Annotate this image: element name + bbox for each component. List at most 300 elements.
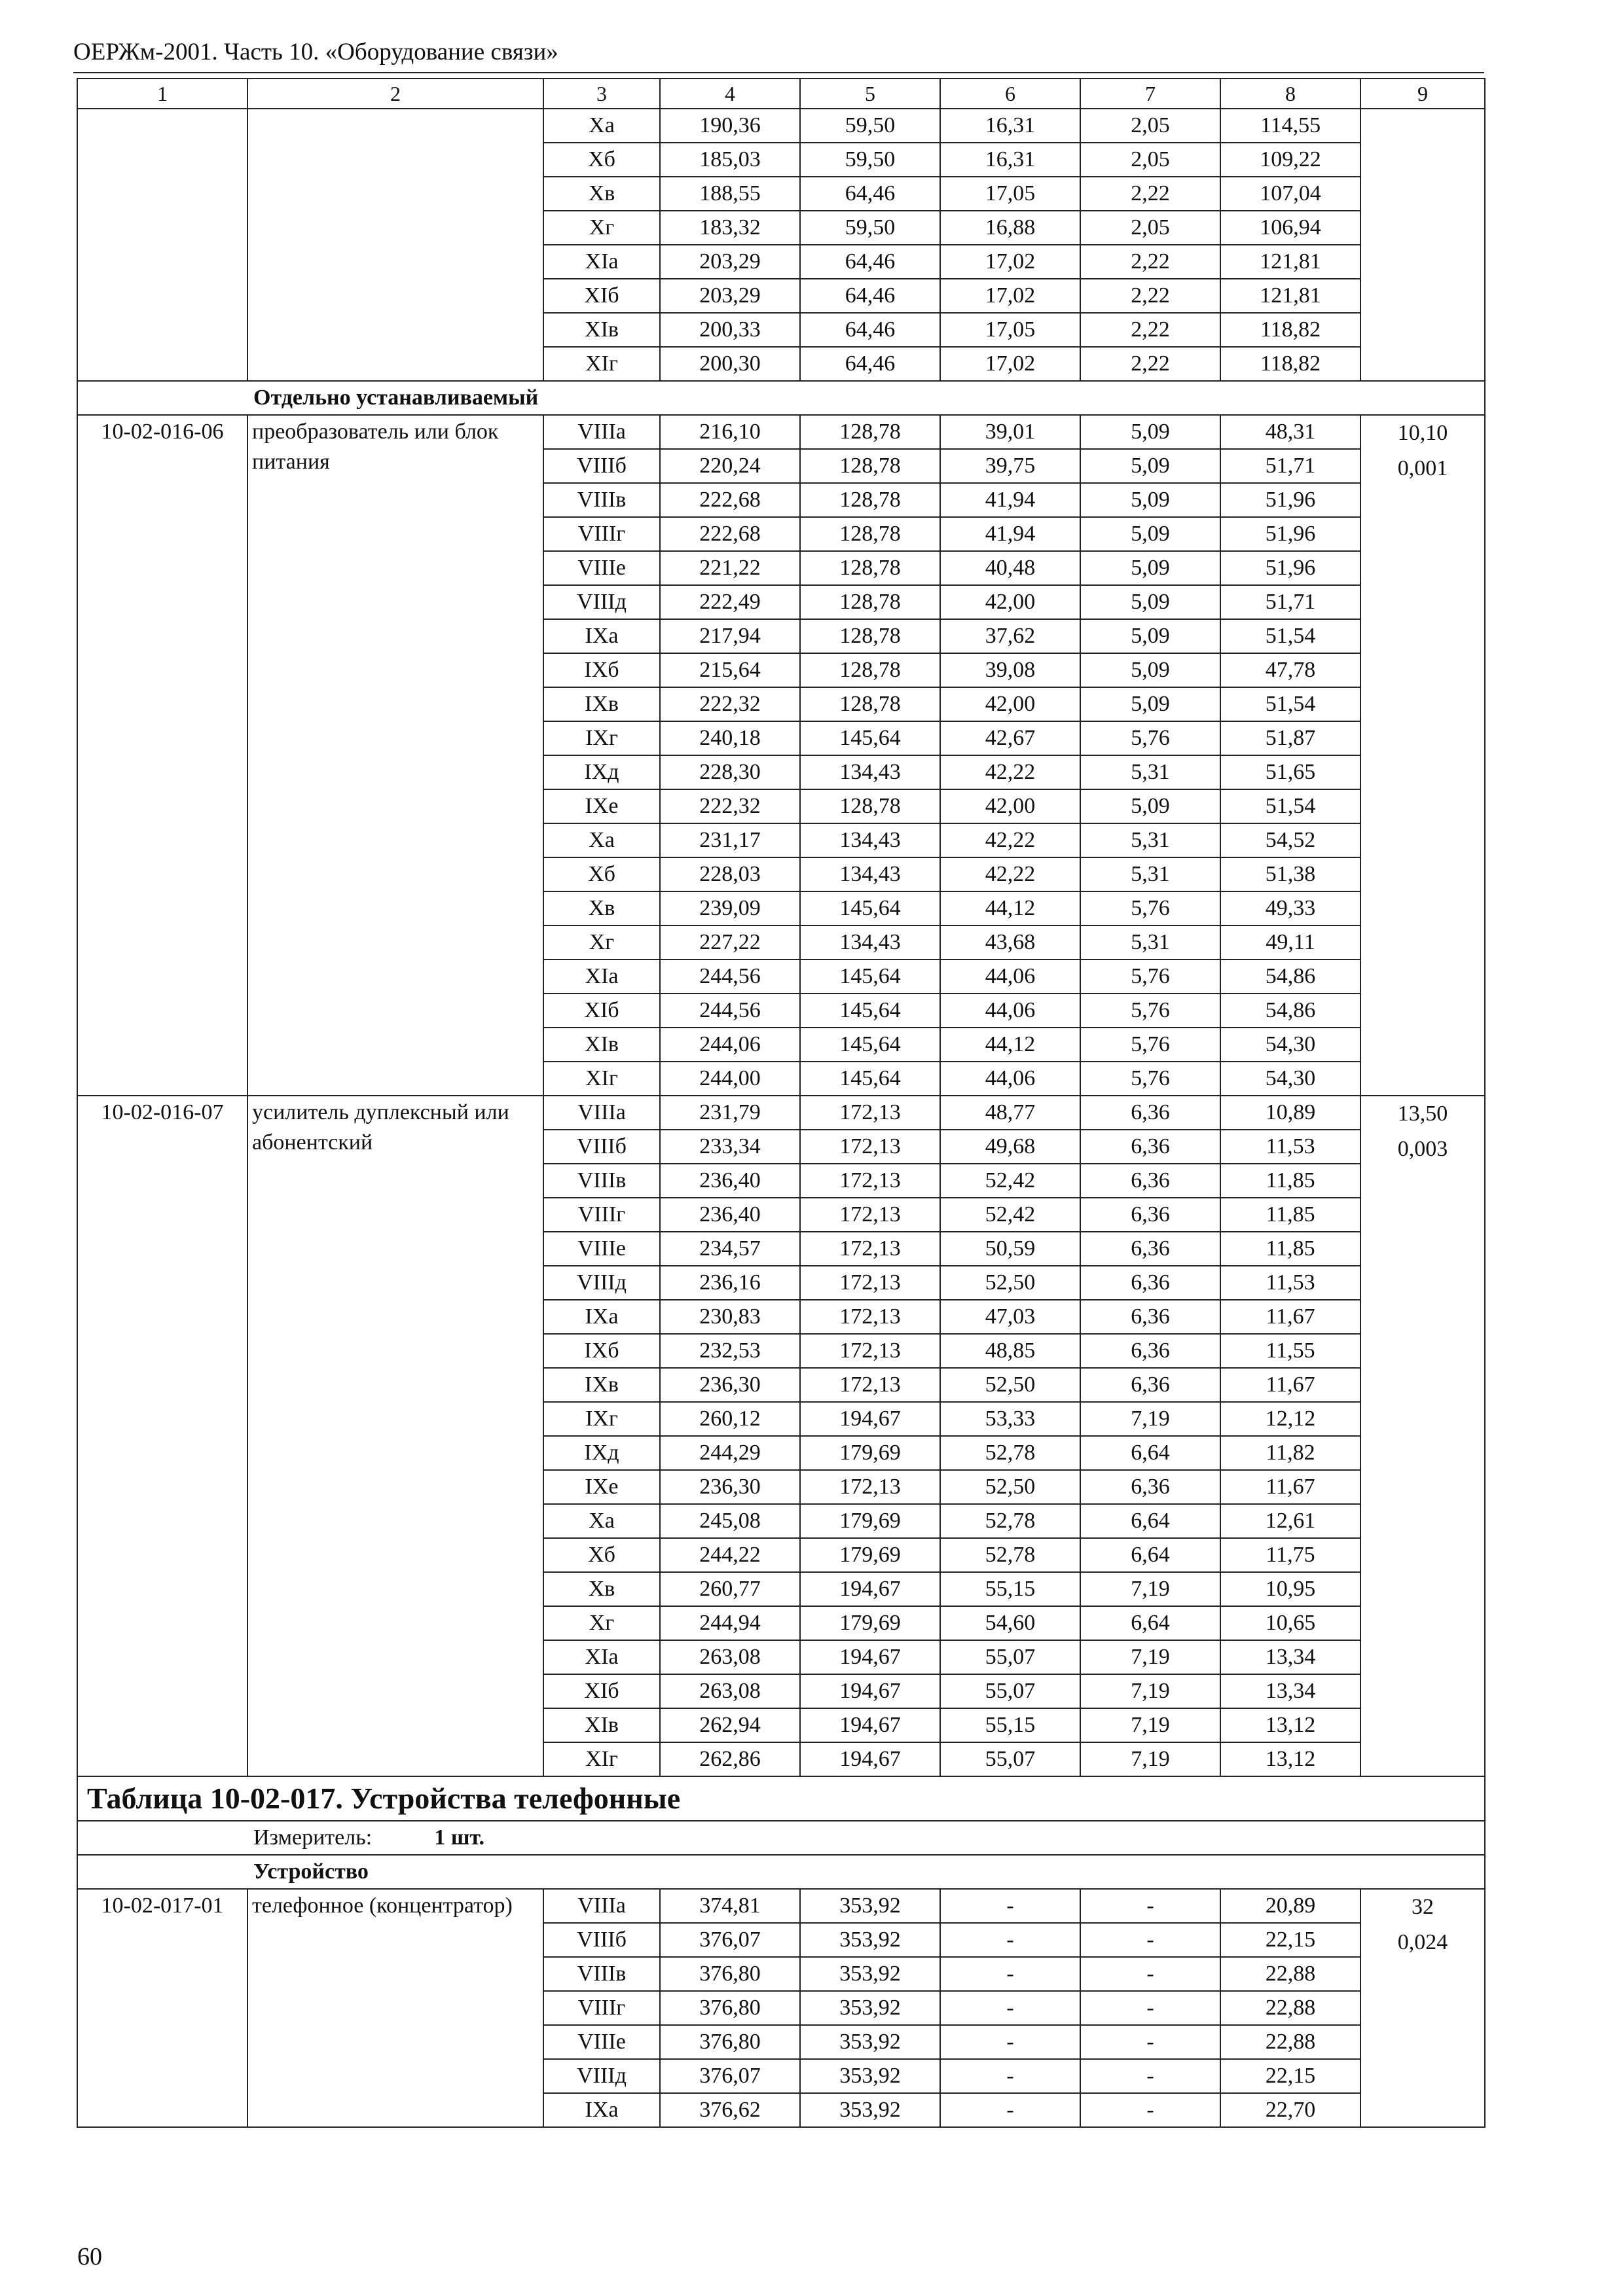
value-cell: 7,19 <box>1080 1708 1220 1742</box>
value-cell: 16,88 <box>940 211 1080 245</box>
value-cell: 7,19 <box>1080 1402 1220 1436</box>
value-cell: 6,36 <box>1080 1300 1220 1334</box>
col9-value: 10,10 <box>1397 421 1448 445</box>
value-cell: 172,13 <box>800 1232 940 1266</box>
value-cell: 42,00 <box>940 585 1080 619</box>
value-cell: 64,46 <box>800 245 940 279</box>
value-cell: 6,64 <box>1080 1436 1220 1470</box>
value-cell: 179,69 <box>800 1606 940 1640</box>
value-cell: - <box>940 1889 1080 1923</box>
value-cell: 260,12 <box>660 1402 800 1436</box>
value-cell: 51,71 <box>1220 449 1360 483</box>
value-cell: 2,05 <box>1080 211 1220 245</box>
value-cell: 49,11 <box>1220 925 1360 960</box>
zone-cell: XIб <box>543 279 660 313</box>
value-cell: 231,17 <box>660 823 800 857</box>
value-cell: 11,85 <box>1220 1198 1360 1232</box>
value-cell: 194,67 <box>800 1572 940 1606</box>
column-number: 8 <box>1220 79 1360 109</box>
value-cell: 5,76 <box>1080 721 1220 755</box>
value-cell: 6,36 <box>1080 1232 1220 1266</box>
value-cell: 5,31 <box>1080 823 1220 857</box>
value-cell: 55,15 <box>940 1572 1080 1606</box>
value-cell: 37,62 <box>940 619 1080 653</box>
value-cell: 128,78 <box>800 517 940 551</box>
value-cell: 236,16 <box>660 1266 800 1300</box>
value-cell: 13,12 <box>1220 1708 1360 1742</box>
table-row <box>77 1096 1485 1130</box>
value-cell: 244,00 <box>660 1062 800 1096</box>
value-cell: 11,85 <box>1220 1164 1360 1198</box>
value-cell: 376,07 <box>660 2059 800 2093</box>
value-cell: 5,09 <box>1080 789 1220 823</box>
value-cell: 134,43 <box>800 857 940 891</box>
table-title-text: Таблица 10-02-017. Устройства телефонные <box>77 1776 1485 1821</box>
value-cell: 128,78 <box>800 653 940 687</box>
zone-cell: VIIIд <box>543 585 660 619</box>
value-cell: 236,30 <box>660 1368 800 1402</box>
value-cell: 128,78 <box>800 449 940 483</box>
value-cell: 128,78 <box>800 483 940 517</box>
column-number: 7 <box>1080 79 1220 109</box>
value-cell: 228,30 <box>660 755 800 789</box>
value-cell: 22,70 <box>1220 2093 1360 2127</box>
col9-value: 0,024 <box>1397 1930 1448 1954</box>
value-cell: 40,48 <box>940 551 1080 585</box>
value-cell: 48,77 <box>940 1096 1080 1130</box>
value-cell: 10,65 <box>1220 1606 1360 1640</box>
work-name: усилитель дуплексный или абонентский <box>247 1096 543 1776</box>
zone-cell: IXа <box>543 2093 660 2127</box>
value-cell: 39,08 <box>940 653 1080 687</box>
value-cell: - <box>1080 2093 1220 2127</box>
value-cell: 51,96 <box>1220 483 1360 517</box>
value-cell: 44,12 <box>940 891 1080 925</box>
table-row <box>77 1889 1485 1923</box>
value-cell: 2,22 <box>1080 279 1220 313</box>
value-cell: 22,15 <box>1220 2059 1360 2093</box>
value-cell: - <box>1080 2025 1220 2059</box>
value-cell: 236,40 <box>660 1164 800 1198</box>
value-cell: 194,67 <box>800 1640 940 1674</box>
value-cell: 118,82 <box>1220 313 1360 347</box>
value-cell: 244,56 <box>660 994 800 1028</box>
value-cell: 51,65 <box>1220 755 1360 789</box>
value-cell: 128,78 <box>800 415 940 449</box>
value-cell: 240,18 <box>660 721 800 755</box>
zone-cell: XIб <box>543 1674 660 1708</box>
value-cell: 172,13 <box>800 1470 940 1504</box>
value-cell: 5,76 <box>1080 960 1220 994</box>
value-cell: 13,34 <box>1220 1674 1360 1708</box>
value-cell: 49,33 <box>1220 891 1360 925</box>
zone-cell: XIв <box>543 313 660 347</box>
value-cell: 179,69 <box>800 1436 940 1470</box>
value-cell: 42,00 <box>940 789 1080 823</box>
rate-code: 10-02-016-06 <box>77 415 247 1096</box>
value-cell: - <box>1080 1923 1220 1957</box>
value-cell: 236,40 <box>660 1198 800 1232</box>
value-cell: 145,64 <box>800 891 940 925</box>
value-cell: 5,09 <box>1080 619 1220 653</box>
column-number: 4 <box>660 79 800 109</box>
value-cell: 5,31 <box>1080 857 1220 891</box>
value-cell: 231,79 <box>660 1096 800 1130</box>
value-cell: 53,33 <box>940 1402 1080 1436</box>
value-cell: 39,01 <box>940 415 1080 449</box>
section-heading <box>77 381 1485 415</box>
value-cell: 22,88 <box>1220 1991 1360 2025</box>
value-cell: 244,56 <box>660 960 800 994</box>
value-cell: 55,07 <box>940 1640 1080 1674</box>
value-cell: 5,31 <box>1080 755 1220 789</box>
value-cell: 17,02 <box>940 245 1080 279</box>
zone-cell: Xв <box>543 1572 660 1606</box>
value-cell: 41,94 <box>940 517 1080 551</box>
value-cell: 5,09 <box>1080 517 1220 551</box>
value-cell: 42,22 <box>940 823 1080 857</box>
zone-cell: VIIIд <box>543 1266 660 1300</box>
value-cell: 2,05 <box>1080 143 1220 177</box>
zone-cell: IXг <box>543 1402 660 1436</box>
value-cell: 128,78 <box>800 789 940 823</box>
value-cell: 5,09 <box>1080 483 1220 517</box>
zone-cell: XIв <box>543 1028 660 1062</box>
value-cell: 128,78 <box>800 585 940 619</box>
value-cell: 22,88 <box>1220 2025 1360 2059</box>
value-cell: 245,08 <box>660 1504 800 1538</box>
column-number: 9 <box>1360 79 1485 109</box>
value-cell: 179,69 <box>800 1504 940 1538</box>
zone-cell: Xг <box>543 925 660 960</box>
zone-cell: XIа <box>543 245 660 279</box>
value-cell: 49,68 <box>940 1130 1080 1164</box>
col9-cell <box>1360 1889 1485 2127</box>
value-cell: 51,71 <box>1220 585 1360 619</box>
value-cell: 145,64 <box>800 994 940 1028</box>
zone-cell: Xг <box>543 211 660 245</box>
value-cell: 172,13 <box>800 1130 940 1164</box>
zone-cell: Xг <box>543 1606 660 1640</box>
zone-cell: VIIIа <box>543 1096 660 1130</box>
zone-cell: VIIIб <box>543 449 660 483</box>
value-cell: 200,33 <box>660 313 800 347</box>
value-cell: 5,09 <box>1080 653 1220 687</box>
value-cell: 12,61 <box>1220 1504 1360 1538</box>
value-cell: 64,46 <box>800 347 940 381</box>
value-cell: 5,09 <box>1080 449 1220 483</box>
value-cell: 42,22 <box>940 857 1080 891</box>
value-cell: 190,36 <box>660 109 800 143</box>
zone-cell: Xв <box>543 891 660 925</box>
zone-cell: Xв <box>543 177 660 211</box>
zone-cell: VIIIг <box>543 1198 660 1232</box>
value-cell: 221,22 <box>660 551 800 585</box>
value-cell: 172,13 <box>800 1334 940 1368</box>
value-cell: - <box>940 1923 1080 1957</box>
zone-cell: VIIIб <box>543 1130 660 1164</box>
value-cell: 17,02 <box>940 279 1080 313</box>
value-cell: 233,34 <box>660 1130 800 1164</box>
value-cell: 11,67 <box>1220 1300 1360 1334</box>
value-cell: 51,96 <box>1220 517 1360 551</box>
name-cell <box>247 109 543 381</box>
rate-code: 10-02-017-01 <box>77 1889 247 2127</box>
zone-cell: Xа <box>543 823 660 857</box>
zone-cell: Xб <box>543 1538 660 1572</box>
value-cell: 17,02 <box>940 347 1080 381</box>
zone-cell: IXа <box>543 619 660 653</box>
col9-value: 32 <box>1412 1895 1434 1919</box>
value-cell: 52,50 <box>940 1368 1080 1402</box>
value-cell: 2,22 <box>1080 313 1220 347</box>
value-cell: 55,07 <box>940 1742 1080 1776</box>
value-cell: 215,64 <box>660 653 800 687</box>
value-cell: 172,13 <box>800 1266 940 1300</box>
value-cell: 5,76 <box>1080 994 1220 1028</box>
value-cell: 121,81 <box>1220 279 1360 313</box>
value-cell: 5,76 <box>1080 1062 1220 1096</box>
running-header: ОЕРЖм-2001. Часть 10. «Оборудование связи» <box>73 39 558 65</box>
zone-cell: VIIIг <box>543 517 660 551</box>
col9-cell <box>1360 1096 1485 1776</box>
value-cell: 54,60 <box>940 1606 1080 1640</box>
value-cell: 145,64 <box>800 1062 940 1096</box>
value-cell: 42,67 <box>940 721 1080 755</box>
work-name: преобразователь или блок питания <box>247 415 543 1096</box>
zone-cell: VIIIд <box>543 2059 660 2093</box>
col9-value: 0,003 <box>1397 1137 1448 1161</box>
value-cell: 11,53 <box>1220 1130 1360 1164</box>
value-cell: 44,06 <box>940 960 1080 994</box>
value-cell: 7,19 <box>1080 1674 1220 1708</box>
value-cell: 51,38 <box>1220 857 1360 891</box>
zone-cell: XIв <box>543 1708 660 1742</box>
value-cell: - <box>940 1957 1080 1991</box>
zone-cell: VIIIа <box>543 1889 660 1923</box>
value-cell: 118,82 <box>1220 347 1360 381</box>
value-cell: 11,82 <box>1220 1436 1360 1470</box>
value-cell: 51,54 <box>1220 619 1360 653</box>
value-cell: 262,86 <box>660 1742 800 1776</box>
header-rule <box>73 72 1484 73</box>
zone-cell: Xа <box>543 1504 660 1538</box>
value-cell: 353,92 <box>800 2059 940 2093</box>
rate-code: 10-02-016-07 <box>77 1096 247 1776</box>
value-cell: 44,06 <box>940 1062 1080 1096</box>
value-cell: 54,52 <box>1220 823 1360 857</box>
value-cell: 2,22 <box>1080 177 1220 211</box>
column-number: 6 <box>940 79 1080 109</box>
zone-cell: IXб <box>543 653 660 687</box>
value-cell: 236,30 <box>660 1470 800 1504</box>
value-cell: 51,54 <box>1220 687 1360 721</box>
value-cell: 260,77 <box>660 1572 800 1606</box>
value-cell: 227,22 <box>660 925 800 960</box>
value-cell: 16,31 <box>940 109 1080 143</box>
value-cell: 7,19 <box>1080 1742 1220 1776</box>
value-cell: 128,78 <box>800 687 940 721</box>
value-cell: 11,55 <box>1220 1334 1360 1368</box>
zone-cell: IXб <box>543 1334 660 1368</box>
value-cell: 48,85 <box>940 1334 1080 1368</box>
value-cell: 7,19 <box>1080 1640 1220 1674</box>
value-cell: 11,67 <box>1220 1470 1360 1504</box>
rates-table <box>77 78 1486 2128</box>
zone-cell: XIа <box>543 960 660 994</box>
value-cell: 172,13 <box>800 1300 940 1334</box>
value-cell: 200,30 <box>660 347 800 381</box>
value-cell: 11,75 <box>1220 1538 1360 1572</box>
value-cell: 64,46 <box>800 313 940 347</box>
value-cell: 263,08 <box>660 1674 800 1708</box>
value-cell: 353,92 <box>800 1923 940 1957</box>
value-cell: 12,12 <box>1220 1402 1360 1436</box>
value-cell: 172,13 <box>800 1368 940 1402</box>
value-cell: 134,43 <box>800 925 940 960</box>
value-cell: 145,64 <box>800 1028 940 1062</box>
value-cell: 59,50 <box>800 143 940 177</box>
meter-label: Измеритель: <box>253 1825 373 1850</box>
zone-cell: XIб <box>543 994 660 1028</box>
value-cell: 47,03 <box>940 1300 1080 1334</box>
value-cell: 52,42 <box>940 1198 1080 1232</box>
value-cell: - <box>1080 1889 1220 1923</box>
value-cell: 59,50 <box>800 109 940 143</box>
zone-cell: VIIIе <box>543 551 660 585</box>
value-cell: 17,05 <box>940 313 1080 347</box>
value-cell: 6,64 <box>1080 1504 1220 1538</box>
value-cell: 52,42 <box>940 1164 1080 1198</box>
value-cell: 107,04 <box>1220 177 1360 211</box>
value-cell: 13,12 <box>1220 1742 1360 1776</box>
zone-cell: VIIIг <box>543 1991 660 2025</box>
value-cell: 114,55 <box>1220 109 1360 143</box>
value-cell: - <box>1080 2059 1220 2093</box>
col9-cell <box>1360 415 1485 1096</box>
value-cell: 51,54 <box>1220 789 1360 823</box>
value-cell: 39,75 <box>940 449 1080 483</box>
value-cell: 42,22 <box>940 755 1080 789</box>
col9-cell <box>1360 109 1485 381</box>
col9-value: 13,50 <box>1397 1102 1448 1126</box>
value-cell: 194,67 <box>800 1708 940 1742</box>
value-cell: 134,43 <box>800 755 940 789</box>
code-cell <box>77 109 247 381</box>
value-cell: 43,68 <box>940 925 1080 960</box>
column-number: 3 <box>543 79 660 109</box>
zone-cell: IXе <box>543 1470 660 1504</box>
value-cell: 2,22 <box>1080 245 1220 279</box>
value-cell: 376,80 <box>660 1991 800 2025</box>
value-cell: 376,62 <box>660 2093 800 2127</box>
value-cell: 22,15 <box>1220 1923 1360 1957</box>
zone-cell: VIIIв <box>543 1957 660 1991</box>
value-cell: 374,81 <box>660 1889 800 1923</box>
zone-cell: IXг <box>543 721 660 755</box>
value-cell: 48,31 <box>1220 415 1360 449</box>
value-cell: 6,64 <box>1080 1606 1220 1640</box>
zone-cell: VIIIе <box>543 2025 660 2059</box>
value-cell: 6,64 <box>1080 1538 1220 1572</box>
value-cell: 376,80 <box>660 2025 800 2059</box>
value-cell: 52,50 <box>940 1266 1080 1300</box>
value-cell: 50,59 <box>940 1232 1080 1266</box>
value-cell: 52,50 <box>940 1470 1080 1504</box>
column-number: 1 <box>77 79 247 109</box>
value-cell: 5,31 <box>1080 925 1220 960</box>
zone-cell: IXд <box>543 1436 660 1470</box>
zone-cell: Xб <box>543 143 660 177</box>
value-cell: 106,94 <box>1220 211 1360 245</box>
value-cell: 244,06 <box>660 1028 800 1062</box>
section-heading <box>77 1855 1485 1889</box>
value-cell: 42,00 <box>940 687 1080 721</box>
value-cell: - <box>940 1991 1080 2025</box>
value-cell: 222,32 <box>660 687 800 721</box>
zone-cell: XIг <box>543 347 660 381</box>
value-cell: 188,55 <box>660 177 800 211</box>
value-cell: 2,05 <box>1080 109 1220 143</box>
value-cell: 145,64 <box>800 721 940 755</box>
column-number: 5 <box>800 79 940 109</box>
zone-cell: IXв <box>543 1368 660 1402</box>
value-cell: 128,78 <box>800 619 940 653</box>
value-cell: 222,68 <box>660 483 800 517</box>
value-cell: 52,78 <box>940 1436 1080 1470</box>
section-heading-text: Устройство <box>77 1855 1485 1889</box>
value-cell: 22,88 <box>1220 1957 1360 1991</box>
page-number: 60 <box>77 2243 102 2270</box>
value-cell: 54,30 <box>1220 1062 1360 1096</box>
value-cell: 5,09 <box>1080 687 1220 721</box>
value-cell: 203,29 <box>660 245 800 279</box>
section-heading-text: Отдельно устанавливаемый <box>77 381 1485 415</box>
meter-cell <box>77 1821 1485 1855</box>
value-cell: 5,09 <box>1080 415 1220 449</box>
value-cell: 239,09 <box>660 891 800 925</box>
value-cell: 185,03 <box>660 143 800 177</box>
value-cell: 376,80 <box>660 1957 800 1991</box>
table-row <box>77 415 1485 449</box>
value-cell: 59,50 <box>800 211 940 245</box>
value-cell: 10,95 <box>1220 1572 1360 1606</box>
value-cell: 7,19 <box>1080 1572 1220 1606</box>
value-cell: 5,09 <box>1080 551 1220 585</box>
value-cell: - <box>940 2093 1080 2127</box>
value-cell: 6,36 <box>1080 1334 1220 1368</box>
zone-cell: VIIIв <box>543 483 660 517</box>
value-cell: 11,85 <box>1220 1232 1360 1266</box>
value-cell: 376,07 <box>660 1923 800 1957</box>
value-cell: 51,96 <box>1220 551 1360 585</box>
value-cell: 20,89 <box>1220 1889 1360 1923</box>
zone-cell: Xб <box>543 857 660 891</box>
value-cell: 228,03 <box>660 857 800 891</box>
value-cell: - <box>1080 1957 1220 1991</box>
value-cell: 222,32 <box>660 789 800 823</box>
value-cell: 353,92 <box>800 1991 940 2025</box>
value-cell: 217,94 <box>660 619 800 653</box>
zone-cell: XIг <box>543 1062 660 1096</box>
table-row <box>77 109 1485 143</box>
zone-cell: IXа <box>543 1300 660 1334</box>
value-cell: 54,30 <box>1220 1028 1360 1062</box>
value-cell: 41,94 <box>940 483 1080 517</box>
value-cell: 109,22 <box>1220 143 1360 177</box>
zone-cell: XIг <box>543 1742 660 1776</box>
value-cell: 52,78 <box>940 1504 1080 1538</box>
